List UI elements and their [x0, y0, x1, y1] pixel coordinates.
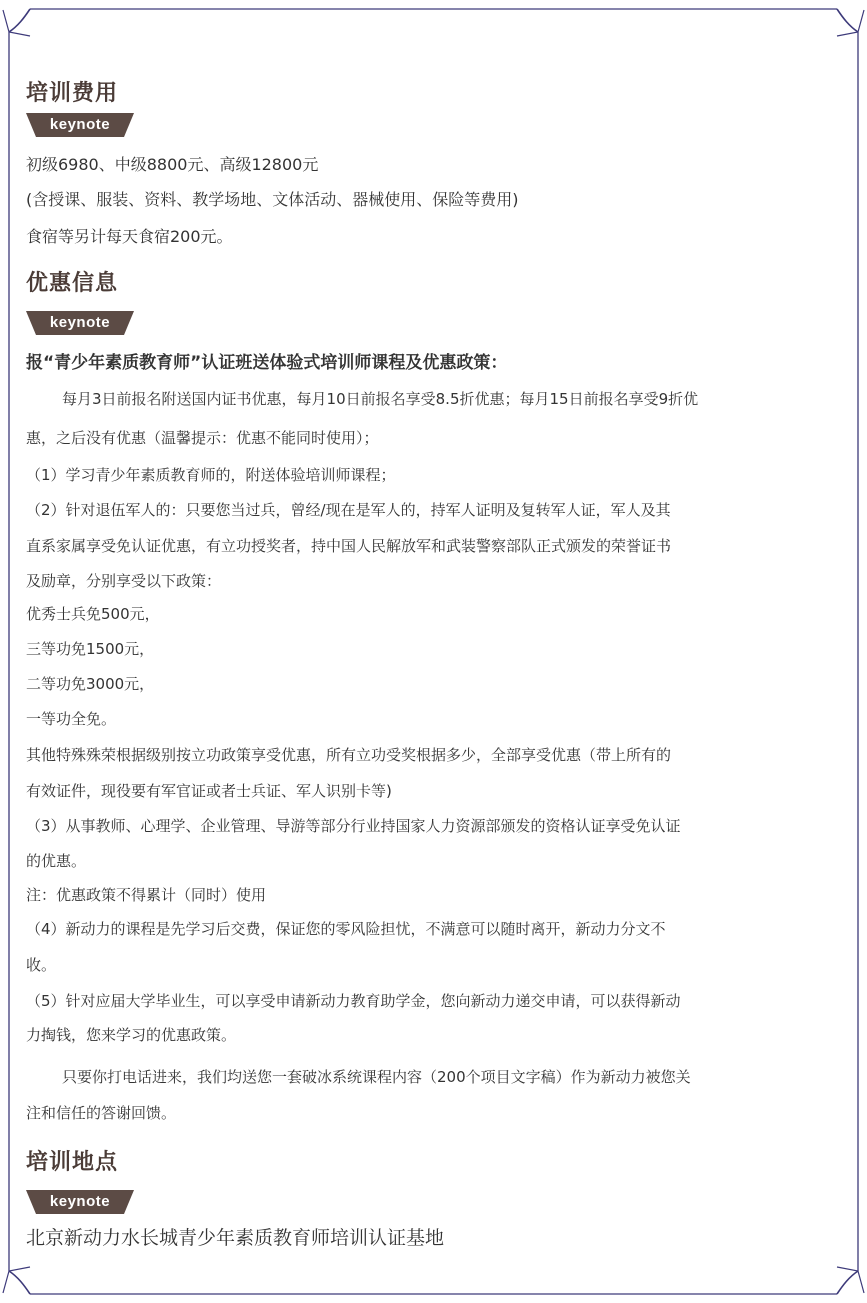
discount-line: （5）针对应届大学毕业生，可以享受申请新动力教育助学金，您向新动力递交申请，可以获得新动	[26, 992, 681, 1010]
location-address: 北京新动力水长城青少年素质教育师培训认证基地	[26, 1227, 445, 1249]
discount-line: 注和信任的答谢回馈。	[26, 1104, 177, 1122]
discount-line: 三等功免1500元，	[26, 640, 155, 658]
location-heading: 培训地点	[26, 1150, 119, 1175]
fees-line-3: 食宿等另计每天食宿200元。	[26, 227, 233, 246]
discount-line: （1）学习青少年素质教育师的，附送体验培训师课程；	[26, 466, 396, 484]
discount-line: （3）从事教师、心理学、企业管理、导游等部分行业持国家人力资源部颁发的资格认证享受免认证	[26, 817, 681, 835]
discount-line: 二等功免3000元，	[26, 675, 155, 693]
discount-keynote-badge	[26, 311, 134, 335]
location-keynote-badge	[26, 1190, 134, 1214]
fees-heading: 培训费用	[26, 81, 119, 106]
discount-line: 及励章，分别享受以下政策：	[26, 572, 222, 590]
discount-line: 注：优惠政策不得累计（同时）使用	[26, 886, 267, 904]
discount-line: 只要你打电话进来，我们均送您一套破冰系统课程内容（200个项目文字稿）作为新动力被您关	[62, 1068, 691, 1086]
fees-line-1: 初级6980、中级8800元、高级12800元	[26, 155, 319, 174]
discount-line: 一等功全免。	[26, 710, 117, 728]
discount-line: （2）针对退伍军人的：只要您当过兵，曾经/现在是军人的，持军人证明及复转军人证，军人及其	[26, 501, 671, 519]
discount-line: 有效证件，现役要有军官证或者士兵证、军人识别卡等)	[26, 782, 392, 800]
discount-line: 其他特殊殊荣根据级别按立功政策享受优惠，所有立功受奖根据多少，全部享受优惠（带上所有的	[26, 746, 672, 764]
discount-line: 力掏钱，您来学习的优惠政策。	[26, 1026, 237, 1044]
discount-line: 收。	[26, 956, 57, 974]
discount-line: 优秀士兵免500元，	[26, 605, 160, 623]
discount-heading: 优惠信息	[26, 271, 119, 296]
keynote-label: keynote	[49, 116, 111, 133]
discount-line: 直系家属享受免认证优惠，有立功授奖者，持中国人民解放军和武装警察部队正式颁发的荣誉证书	[26, 537, 672, 555]
discount-line: （4）新动力的课程是先学习后交费，保证您的零风险担忧，不满意可以随时离开，新动力分文不	[26, 920, 666, 938]
discount-subtitle: 报“青少年素质教育师”认证班送体验式培训师课程及优惠政策：	[26, 353, 508, 373]
keynote-label: keynote	[49, 314, 111, 331]
discount-line: 的优惠。	[26, 852, 87, 870]
discount-line: 惠，之后没有优惠（温馨提示：优惠不能同时使用）；	[26, 429, 379, 447]
keynote-label: keynote	[49, 1193, 111, 1210]
discount-line: 每月3日前报名附送国内证书优惠，每月10日前报名享受8.5折优惠；每月15日前报名享受9折优	[62, 390, 699, 408]
fees-line-2: (含授课、服装、资料、教学场地、文体活动、器械使用、保险等费用)	[26, 190, 519, 209]
fees-keynote-badge	[26, 113, 134, 137]
